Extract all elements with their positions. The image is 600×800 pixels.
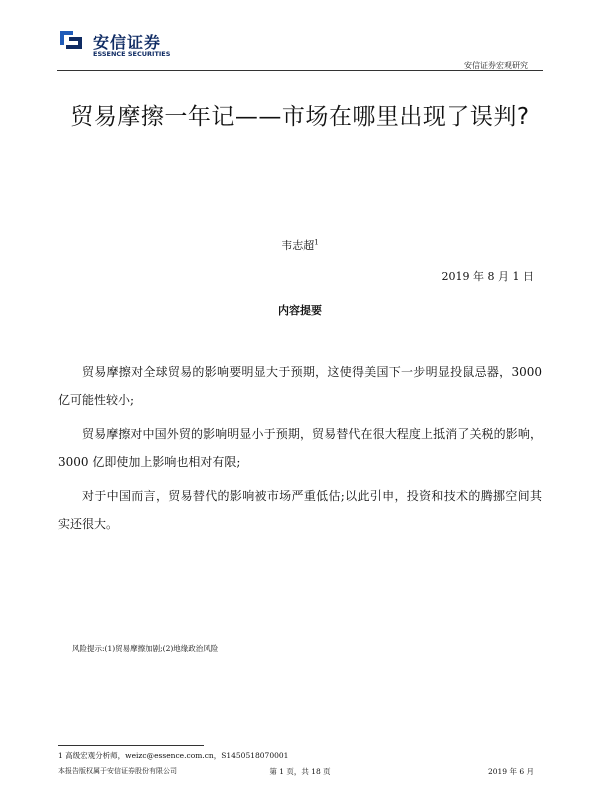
header-divider — [57, 70, 543, 71]
summary-paragraph: 对于中国而言，贸易替代的影响被市场严重低估;以此引申，投资和技术的腾挪空间其实还很大。 — [58, 489, 542, 531]
essence-logo-icon — [57, 28, 85, 52]
author-line — [0, 237, 600, 253]
report-type-label: 安信证券宏观研究 — [464, 61, 528, 70]
logo-text-en: ESSENCE SECURITIES — [93, 50, 171, 58]
page-number: 第 1 页，共 18 页 — [269, 767, 331, 776]
report-title: 贸易摩擦一年记——市场在哪里出现了误判? — [70, 104, 530, 130]
footnote-divider — [58, 745, 204, 746]
company-logo — [57, 28, 197, 58]
footer-copyright: 本报告版权属于安信证券股份有限公司 — [58, 767, 177, 775]
author-name: 韦志超 — [281, 239, 315, 252]
risk-warning: 风险提示:(1)贸易摩擦加剧;(2)地缘政治风险 — [72, 644, 219, 653]
author-footnote-mark: 1 — [314, 238, 319, 247]
footnote: 1 高级宏观分析师，weizc@essence.com.cn，S1450518070001 — [58, 751, 289, 760]
footer-date: 2019 年 6 月 — [487, 767, 534, 776]
report-date: 2019 年 8 月 1 日 — [441, 270, 534, 283]
summary-paragraph: 贸易摩擦对中国外贸的影响明显小于预期，贸易替代在很大程度上抵消了关税的影响，3000 亿即使加上影响也相对有限; — [58, 427, 542, 469]
summary-paragraph: 贸易摩擦对全球贸易的影响要明显大于预期，这使得美国下一步明显投鼠忌器，3000 亿可能性较小; — [58, 365, 542, 407]
summary-heading: 内容提要 — [278, 304, 322, 317]
summary-body — [58, 358, 542, 544]
logo-text-cn: 安信证券 — [93, 33, 162, 52]
